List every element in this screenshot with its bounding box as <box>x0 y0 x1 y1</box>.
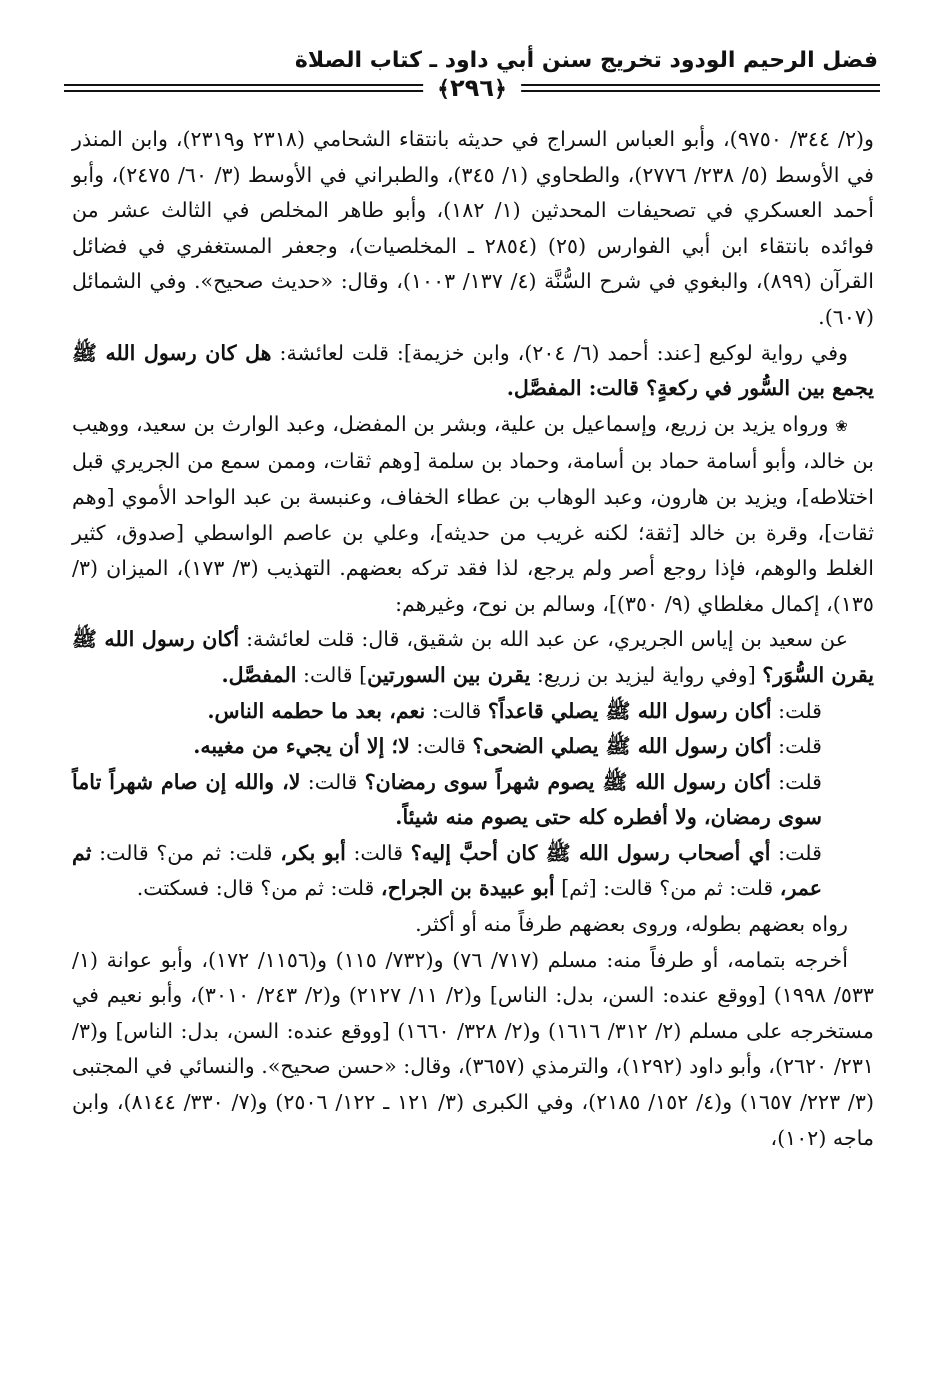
narrators-text: ورواه يزيد بن زريع، وإسماعيل بن علية، وبشر بن المفضل، وعبد الوارث بن سعيد، ووهيب بن خالد، وأبو أسامة حماد بن أسامة، وحماد بن سلمة [وهم ثقات، وممن سمع من الجريري قبل اختلاطه]، ويزيد بن هارون، وعبد الوهاب بن عطاء الخفاف، وعنبسة بن عبد الواحد الأموي [وهم ثقات]، وقرة بن خالد [ثقة؛ لكنه غريب من حديثه]، وعلي بن عاصم الواسطي [صدوق، كثير الغلط والوهم، فإذا روجع أصر ولم يرجع، لذا فقد تركه بعضهم. التهذيب (٣/ ١٧٣)، الميزان (٣/ ١٣٥)، إكمال مغلطاي (٩/ ٣٥٠)]، وسالم بن نوح، وغيرهم: <box>72 411 874 616</box>
answer-abu-bakr: أبو بكر، <box>280 840 346 865</box>
paragraph-narrators-list <box>72 407 874 623</box>
paragraph-question-duha <box>72 729 874 765</box>
hadith-answer-1: المفصَّل. <box>221 662 297 687</box>
paragraph-question-companions <box>72 836 874 907</box>
waki-intro-text: وفي رواية لوكيع [عند: أحمد (٦/ ٢٠٤)، وابن خزيمة]: قلت لعائشة: <box>271 340 848 365</box>
question-label: قلت: <box>770 769 822 794</box>
question-label: قلت: <box>771 734 822 759</box>
question-text: أكان رسول الله ﷺ يصلي الضحى؟ <box>472 734 772 759</box>
page-number-ornament-right: ﴾ <box>437 77 451 102</box>
paragraph-takhrij: أخرجه بتمامه، أو طرفاً منه: مسلم (٧١٧/ ٧٦) و(٧٣٢/ ١١٥) و(١١٥٦/ ١٧٢)، وأبو عوانة (١/ ٥٣٣/ ١٩٩٨) [ووقع عنده: السن، بدل: الناس] و(٢/ ١١/ ٢١٢٧) و(٢/ ٢٤٣/ ٣٠١٠)، وأبو نعيم في مستخرجه على مسلم (٢/ ٣١٢/ ١٦١٦) و(٢/ ٣٢٨/ ١٦٦٠) [ووقع عنده: السن، بدل: الناس] و(٣/ ٢٣١/ ٢٦٢٠)، وأبو داود (١٢٩٢)، والترمذي (٣٦٥٧)، وقال: «حسن صحيح». والنسائي في المجتبى (٣/ ٢٢٣/ ١٦٥٧) و(٤/ ١٥٢/ ٢١٨٥)، وفي الكبرى (٣/ ١٢١ ـ ١٢٢/ ٢٥٠٦) و(٧/ ٣٣٠/ ٨١٤٤)، وابن ماجه (١٠٢)، <box>72 947 874 1150</box>
variant-text: يقرن بين السورتين <box>367 662 531 687</box>
question-text: أي أصحاب رسول الله ﷺ كان أحبَّ إليه؟ <box>410 840 771 865</box>
paragraph-marker-icon: ❀ <box>835 416 848 435</box>
paragraph-waki-narration <box>72 336 874 407</box>
answer-label: قالت: <box>409 734 473 759</box>
followup-question: قلت: ثم من؟ قالت: <box>91 840 281 865</box>
answer-label: قالت: <box>425 698 488 723</box>
paragraph-question-sitting <box>72 694 874 730</box>
question-text: أكان رسول الله ﷺ يصوم شهراً سوى رمضان؟ <box>364 769 771 794</box>
waki-hadith-text: هل كان رسول الله ﷺ يجمع بين السُّور في ركعةٍ؟ قالت: المفصَّل. <box>72 340 874 401</box>
page-number-ornament-left: ﴿ <box>493 77 507 102</box>
page-number-value: ٢٩٦ <box>450 74 494 102</box>
question-label: قلت: <box>771 698 822 723</box>
closing-text: قلت: ثم من؟ قال: فسكتت. <box>136 876 381 901</box>
followup-question-2: قلت: ثم من؟ قالت: [ثم] <box>554 876 780 901</box>
running-header-title: فضل الرحيم الودود تخريج سنن أبي داود ـ كتاب الصلاة <box>294 48 878 73</box>
answer-text: نعم، بعد ما حطمه الناس. <box>207 698 426 723</box>
variant-close: ] قالت: <box>296 662 368 687</box>
answer-text: لا؛ إلا أن يجيء من مغيبه. <box>193 734 410 759</box>
page-body <box>72 122 874 1156</box>
answer-label: قالت: <box>345 840 411 865</box>
page-number <box>423 74 521 102</box>
paragraph-narration-note: رواه بعضهم بطوله، وروى بعضهم طرفاً منه أو أكثر. <box>415 912 848 937</box>
answer-text: لا، والله إن صام شهراً تاماً سوى رمضان، ولا أفطره كله حتى يصوم منه شيئاً. <box>72 769 822 830</box>
variant-intro: [وفي رواية ليزيد بن زريع: <box>530 662 763 687</box>
isnad-text: عن سعيد بن إياس الجريري، عن عبد الله بن شقيق، قال: قلت لعائشة: <box>239 627 848 652</box>
paragraph-takhrij-continued: و(٢/ ٣٤٤/ ٩٧٥٠)، وأبو العباس السراج في حديثه بانتقاء الشحامي (٢٣١٨ و٢٣١٩)، وابن المنذر في الأوسط (٥/ ٢٣٨/ ٢٧٧٦)، والطحاوي (١/ ٣٤٥)، والطبراني في الأوسط (٣/ ٦٠/ ٢٤٧٥)، وأبو أحمد العسكري في تصحيفات المحدثين (١/ ١٨٢)، وأبو طاهر المخلص في الثالث عشر من فوائده بانتقاء ابن أبي الفوارس (٢٥) (٢٨٥٤ ـ المخلصيات)، وجعفر المستغفري في فضائل القرآن (٨٩٩)، والبغوي في شرح السُّنَّة (٤/ ١٣٧/ ١٠٠٣)، وقال: «حديث صحيح». وفي الشمائل (٦٠٧). <box>72 127 874 329</box>
question-text: أكان رسول الله ﷺ يصلي قاعداً؟ <box>487 698 772 723</box>
paragraph-question-fasting <box>72 765 874 836</box>
answer-abu-ubaidah: أبو عبيدة بن الجراح، <box>380 876 555 901</box>
hadith-question-1: أكان رسول الله ﷺ يقرن السُّوَر؟ <box>72 627 874 687</box>
question-label: قلت: <box>770 840 822 865</box>
answer-label: قالت: <box>300 769 365 794</box>
answer-umar: ثم عمر، <box>72 840 822 901</box>
paragraph-hadith-isnad <box>72 622 874 693</box>
